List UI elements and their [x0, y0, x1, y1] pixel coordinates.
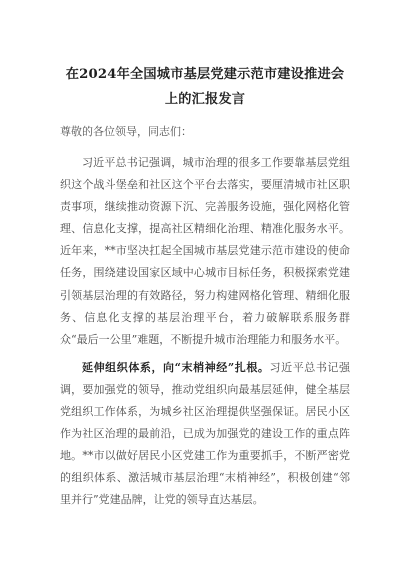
paragraph-2-lead: 延伸组织体系，向“末梢神经”扎根。 [82, 360, 270, 374]
paragraph-2-text: 习近平总书记强调，要加强党的领导，推动党组织向最基层延伸，健全基层党组织工作体系，为城乡社区治理提供坚强保证。居民小区作为社区治理的最前沿，已成为加强党的建设工作的重点阵地。**市以做好居民小区党建工作为重要抓手，不断严密党的组织体系、激活城市基层治理“末梢神经”，积极创建“邻里并行”党建品牌，让党的领导直达基层。 [60, 360, 351, 507]
paragraph-1-text: 习近平总书记强调，城市治理的很多工作要靠基层党组织这个战斗堡垒和社区这个平台去落实，要厘清城市社区职责事项，继续推动资源下沉、完善服务设施，强化网格化管理、信息化支撑，提高社区精细化治理、精准化服务水平。近年来，**市坚决扛起全国城市基层党建示范市建设的使命任务，围绕建设国家区域中心城市目标任务，积极探索党建引领基层治理的有效路径，努力构建网格化管理、精细化服务、信息化支撑的基层治理平台，着力破解联系服务群众“最后一公里”难题，不断提升城市治理能力和服务水平。 [60, 156, 350, 346]
document-title: 在2024年全国城市基层党建示范市建设推进会上的汇报发言 [65, 67, 345, 107]
paragraph-2 [60, 357, 350, 512]
salutation: 尊敬的各位领导，同志们： [60, 125, 192, 138]
paragraph-1 [60, 152, 350, 351]
